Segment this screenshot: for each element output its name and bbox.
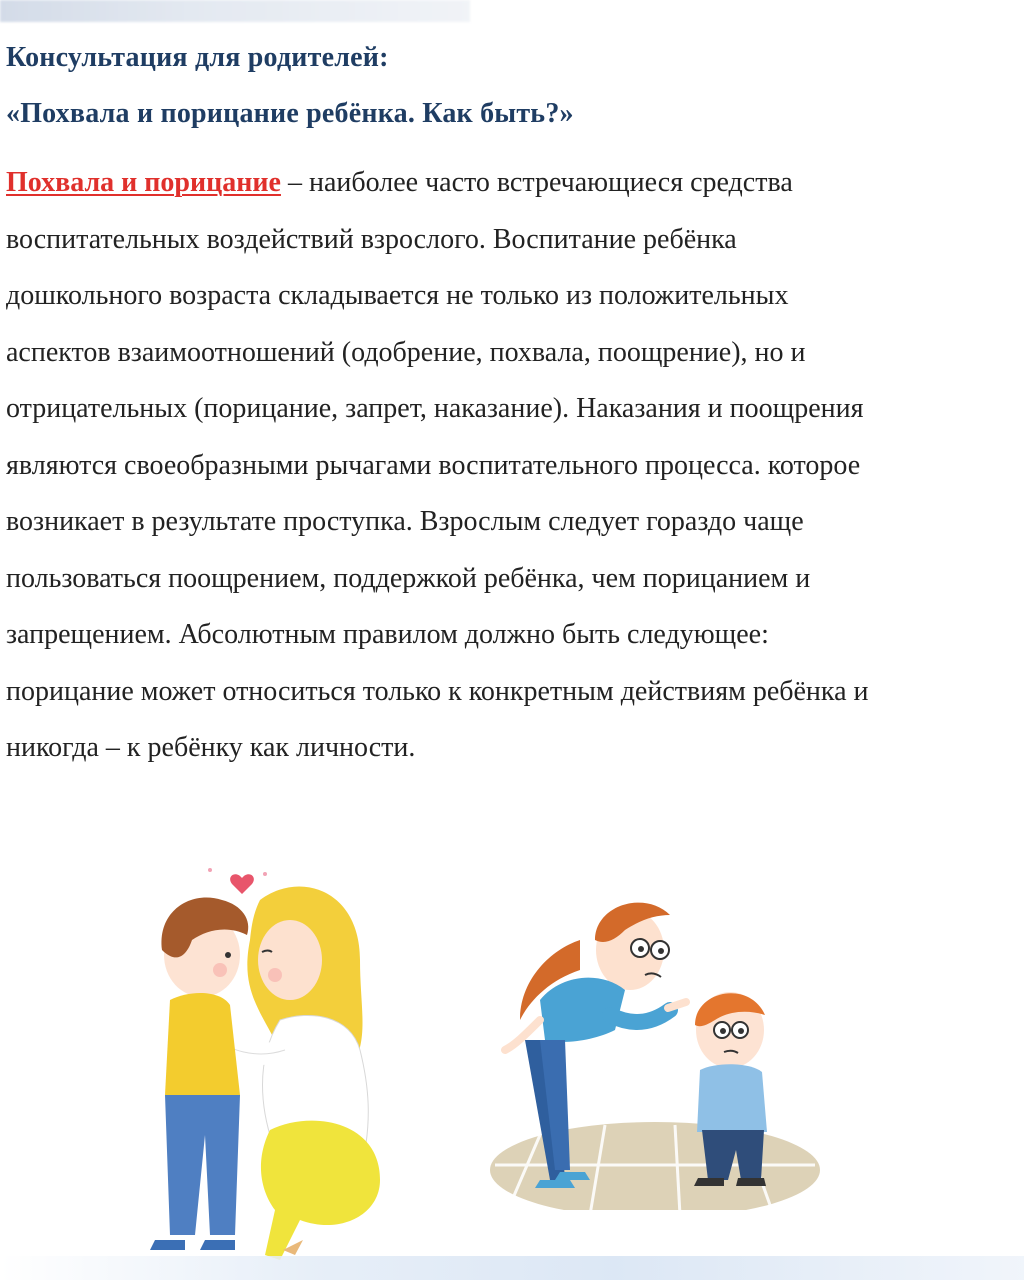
page-title-line-2: «Похвала и порицание ребёнка. Как быть?» [6, 98, 574, 129]
paragraph-line-7: возникает в результате проступка. Взрослым следует гораздо чаще [6, 506, 804, 537]
paragraph-line-4: аспектов взаимоотношений (одобрение, похвала, поощрение), но и [6, 336, 806, 368]
paragraph-line-3: дошкольного возраста складывается не только из положительных [6, 280, 789, 311]
highlight-term: Похвала и порицание [6, 167, 281, 198]
paragraph-line-8: пользоваться поощрением, поддержкой ребёнка, чем порицанием и [6, 562, 811, 594]
paragraph-line-6: являются своеобразными рычагами воспитательного процесса. которое [6, 449, 861, 481]
paragraph-line-1 [6, 155, 1020, 212]
paragraph-line-5: отрицательных (порицание, запрет, наказание). Наказания и поощрения [6, 393, 864, 424]
heart-icon [230, 874, 254, 894]
paragraph-line-11: никогда – к ребёнку как личности. [6, 732, 416, 763]
mother-hugging-boy-illustration [90, 860, 410, 1260]
paragraph-line-2: воспитательных воздействий взрослого. Воспитание ребёнка [6, 223, 737, 255]
paragraph-line-9: запрещением. Абсолютным правилом должно быть следующее: [6, 619, 769, 650]
mother-scolding-boy-illustration [480, 890, 830, 1210]
paragraph-line-10: порицание может относиться только к конкретным действиям ребёнка и [6, 675, 869, 707]
top-blur-strip [0, 0, 470, 22]
body-paragraph [6, 155, 1020, 777]
paragraph-text-1: – наиболее часто встречающиеся средства [280, 167, 793, 198]
page-title-line-1: Консультация для родителей: [6, 42, 389, 73]
bottom-blur-strip [0, 1256, 1024, 1280]
